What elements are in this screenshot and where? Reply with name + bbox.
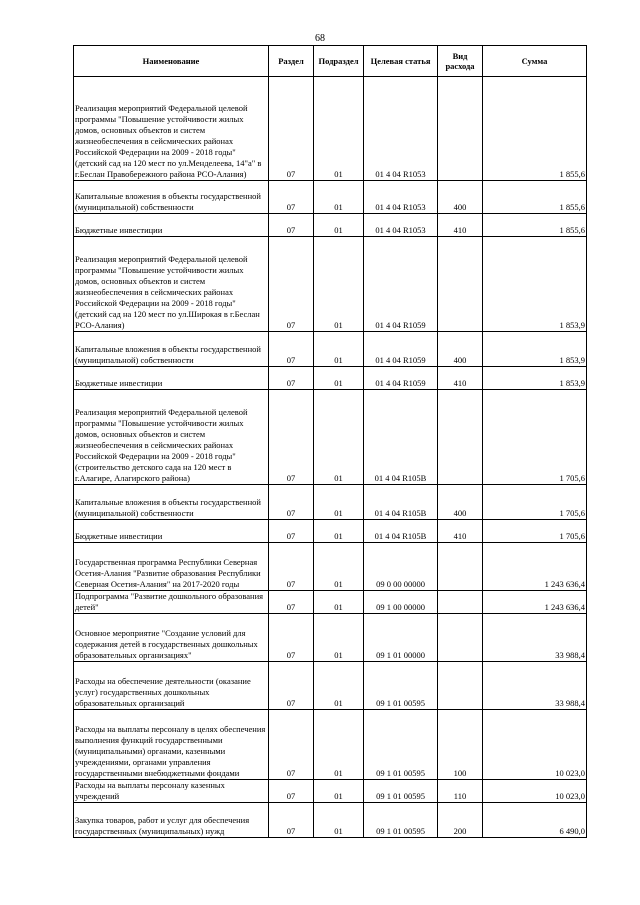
row-subsection: 01 <box>314 803 364 838</box>
row-target: 01 4 04 R1053 <box>364 77 438 181</box>
row-expense-type: 100 <box>438 710 483 780</box>
row-target: 01 4 04 R1053 <box>364 214 438 237</box>
row-amount: 10 023,0 <box>483 710 587 780</box>
row-target: 01 4 04 R1059 <box>364 332 438 367</box>
row-target: 01 4 04 R1053 <box>364 181 438 214</box>
row-expense-type: 410 <box>438 214 483 237</box>
row-subsection: 01 <box>314 390 364 485</box>
budget-table <box>73 45 587 838</box>
row-expense-type <box>438 543 483 591</box>
row-expense-type <box>438 614 483 662</box>
row-subsection: 01 <box>314 710 364 780</box>
table-row <box>74 332 587 367</box>
row-subsection: 01 <box>314 591 364 614</box>
header-section: Раздел <box>269 46 314 77</box>
row-expense-type <box>438 237 483 332</box>
page-number: 68 <box>315 33 325 44</box>
row-name: Капитальные вложения в объекты государственной (муниципальной) собственности <box>74 181 269 214</box>
row-target: 01 4 04 R105B <box>364 390 438 485</box>
row-target: 09 1 01 00595 <box>364 662 438 710</box>
row-subsection: 01 <box>314 520 364 543</box>
row-section: 07 <box>269 332 314 367</box>
row-expense-type: 110 <box>438 780 483 803</box>
row-section: 07 <box>269 181 314 214</box>
row-name: Основное мероприятие "Создание условий для содержания детей в государственных дошкольных образовательных организациях" <box>74 614 269 662</box>
header-target: Целевая статья <box>364 46 438 77</box>
header-subsection: Подраздел <box>314 46 364 77</box>
row-amount: 1 853,9 <box>483 367 587 390</box>
header-amount: Сумма <box>483 46 587 77</box>
table-row <box>74 543 587 591</box>
row-name: Расходы на выплаты персоналу казенных учреждений <box>74 780 269 803</box>
row-expense-type <box>438 591 483 614</box>
row-expense-type <box>438 390 483 485</box>
row-name: Бюджетные инвестиции <box>74 520 269 543</box>
row-section: 07 <box>269 591 314 614</box>
table-row <box>74 780 587 803</box>
row-name: Бюджетные инвестиции <box>74 367 269 390</box>
row-amount: 1 853,9 <box>483 332 587 367</box>
row-subsection: 01 <box>314 237 364 332</box>
row-section: 07 <box>269 780 314 803</box>
row-expense-type: 200 <box>438 803 483 838</box>
row-amount: 1 705,6 <box>483 485 587 520</box>
table-row <box>74 390 587 485</box>
row-subsection: 01 <box>314 614 364 662</box>
table-row <box>74 803 587 838</box>
row-section: 07 <box>269 614 314 662</box>
row-name: Подпрограмма "Развитие дошкольного образования детей" <box>74 591 269 614</box>
row-subsection: 01 <box>314 214 364 237</box>
table-row <box>74 520 587 543</box>
row-name: Реализация мероприятий Федеральной целевой программы "Повышение устойчивости жилых домов, основных объектов и систем жизнеобеспечения в сейсмических районах Российской Федерации на 2009 - 2018 годы" (детский сад на 120 мест по ул.Широкая в г.Беслан РСО-Алания) <box>74 237 269 332</box>
table-header-row <box>74 46 587 77</box>
row-section: 07 <box>269 237 314 332</box>
row-amount: 10 023,0 <box>483 780 587 803</box>
row-section: 07 <box>269 77 314 181</box>
row-amount: 1 243 636,4 <box>483 543 587 591</box>
row-target: 09 1 01 00595 <box>364 780 438 803</box>
row-target: 01 4 04 R1059 <box>364 237 438 332</box>
row-section: 07 <box>269 803 314 838</box>
row-amount: 1 705,6 <box>483 390 587 485</box>
row-expense-type: 410 <box>438 367 483 390</box>
row-target: 09 1 00 00000 <box>364 591 438 614</box>
row-subsection: 01 <box>314 181 364 214</box>
table-row <box>74 181 587 214</box>
row-amount: 1 855,6 <box>483 181 587 214</box>
row-section: 07 <box>269 390 314 485</box>
row-target: 01 4 04 R105B <box>364 520 438 543</box>
row-subsection: 01 <box>314 367 364 390</box>
table-row <box>74 237 587 332</box>
row-section: 07 <box>269 214 314 237</box>
table-row <box>74 367 587 390</box>
row-name: Реализация мероприятий Федеральной целевой программы "Повышение устойчивости жилых домов, основных объектов и систем жизнеобеспечения в сейсмических районах Российской Федерации на 2009 - 2018 годы" (строительство детского сада на 120 мест в г.Алагире, Алагирского района) <box>74 390 269 485</box>
row-target: 09 1 01 00595 <box>364 710 438 780</box>
row-subsection: 01 <box>314 780 364 803</box>
row-name: Реализация мероприятий Федеральной целевой программы "Повышение устойчивости жилых домов, основных объектов и систем жизнеобеспечения в сейсмических районах Российской Федерации на 2009 - 2018 годы" (детский сад на 120 мест по ул.Менделеева, 14"а" в г.Беслан Правобережного района РСО-Алания) <box>74 77 269 181</box>
row-amount: 33 988,4 <box>483 614 587 662</box>
row-amount: 1 705,6 <box>483 520 587 543</box>
row-name: Государственная программа Республики Северная Осетия-Алания "Развитие образования Республики Северная Осетия-Алания" на 2017-2020 годы <box>74 543 269 591</box>
row-amount: 1 855,6 <box>483 77 587 181</box>
row-target: 09 0 00 00000 <box>364 543 438 591</box>
row-name: Капитальные вложения в объекты государственной (муниципальной) собственности <box>74 332 269 367</box>
row-target: 09 1 01 00000 <box>364 614 438 662</box>
table-row <box>74 591 587 614</box>
row-name: Закупка товаров, работ и услуг для обеспечения государственных (муниципальных) нужд <box>74 803 269 838</box>
row-amount: 6 490,0 <box>483 803 587 838</box>
table-row <box>74 662 587 710</box>
row-section: 07 <box>269 543 314 591</box>
row-name: Расходы на обеспечение деятельности (оказание услуг) государственных дошкольных образовательных организаций <box>74 662 269 710</box>
row-subsection: 01 <box>314 332 364 367</box>
row-section: 07 <box>269 485 314 520</box>
row-subsection: 01 <box>314 485 364 520</box>
row-expense-type <box>438 77 483 181</box>
row-expense-type: 410 <box>438 520 483 543</box>
row-section: 07 <box>269 520 314 543</box>
row-name: Расходы на выплаты персоналу в целях обеспечения выполнения функций государственными (муниципальными) органами, казенными учреждениями, органами управления государственными внебюджетными фондами <box>74 710 269 780</box>
header-expense-type: Вид расхода <box>438 46 483 77</box>
row-amount: 1 853,9 <box>483 237 587 332</box>
row-target: 01 4 04 R1059 <box>364 367 438 390</box>
table-row <box>74 710 587 780</box>
row-amount: 33 988,4 <box>483 662 587 710</box>
table-row <box>74 77 587 181</box>
row-expense-type: 400 <box>438 485 483 520</box>
table-row <box>74 214 587 237</box>
row-target: 01 4 04 R105B <box>364 485 438 520</box>
row-target: 09 1 01 00595 <box>364 803 438 838</box>
row-section: 07 <box>269 367 314 390</box>
row-subsection: 01 <box>314 77 364 181</box>
header-name: Наименование <box>74 46 269 77</box>
table-row <box>74 485 587 520</box>
row-amount: 1 243 636,4 <box>483 591 587 614</box>
row-section: 07 <box>269 710 314 780</box>
row-subsection: 01 <box>314 543 364 591</box>
row-subsection: 01 <box>314 662 364 710</box>
row-expense-type: 400 <box>438 332 483 367</box>
row-expense-type: 400 <box>438 181 483 214</box>
row-section: 07 <box>269 662 314 710</box>
row-expense-type <box>438 662 483 710</box>
row-amount: 1 855,6 <box>483 214 587 237</box>
table-row <box>74 614 587 662</box>
row-name: Бюджетные инвестиции <box>74 214 269 237</box>
row-name: Капитальные вложения в объекты государственной (муниципальной) собственности <box>74 485 269 520</box>
